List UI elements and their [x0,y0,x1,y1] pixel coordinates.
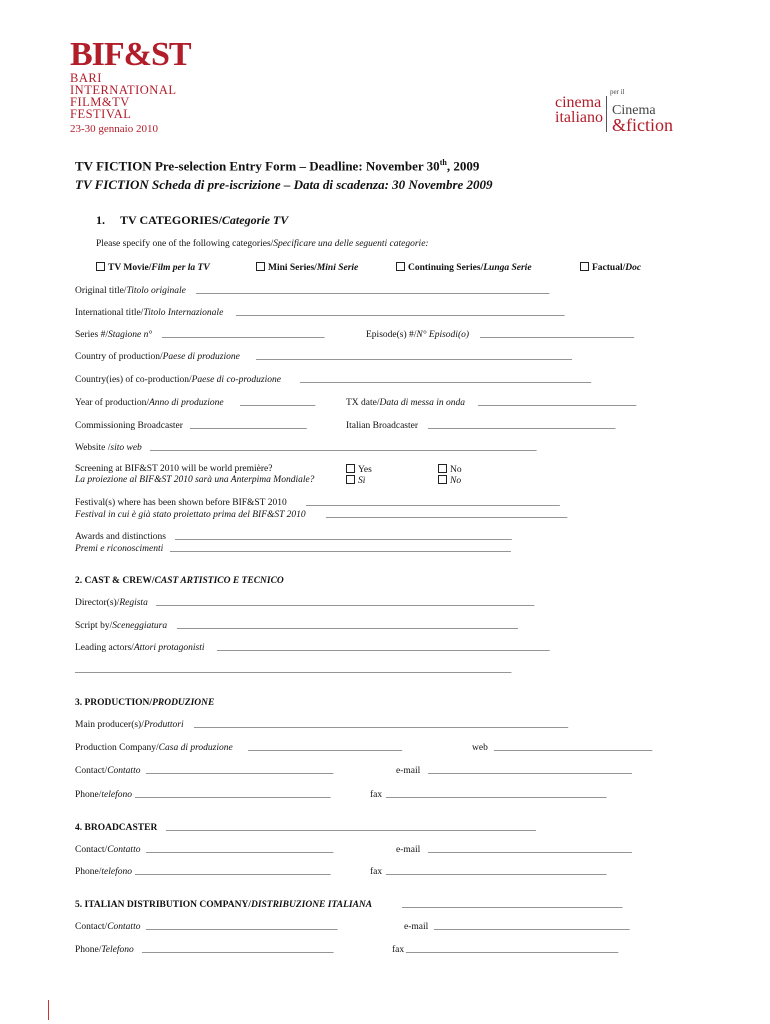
cinema-fiction-logo [612,103,673,135]
distributor-fax-label: fax [392,945,405,955]
logo-line2: INTERNATIONAL [70,83,177,97]
distributor-contact-field[interactable]: ______________________________________________ [146,922,337,932]
section4-title: 4. BROADCASTER [75,823,158,833]
fax-label: fax [370,790,383,800]
italian-broadcaster-field[interactable]: _____________________________________________ [428,421,615,431]
broadcaster-field[interactable]: _________________________________________________________________________________________ [166,823,536,833]
phone-label: Phone/telefono [75,790,132,800]
screening-question: Screening at BIF&ST 2010 will be world première? [75,464,273,474]
logo-divider [606,96,607,132]
country-coproduction-field[interactable]: ______________________________________________________________________ [300,375,591,385]
contact-field[interactable]: _____________________________________________ [146,766,333,776]
distributor-fax-field[interactable]: ___________________________________________________ [406,945,618,955]
original-title-field[interactable]: _____________________________________________________________________________________ [196,286,549,296]
festivals-label: Festival(s) where has been shown before BIF&ST 2010 [75,498,287,508]
category-continuing-series[interactable]: Continuing Series/Lunga Serie [396,262,532,273]
screening-si[interactable]: Sì [346,475,365,486]
logo-italiano: italiano [555,109,603,126]
checkbox-factual[interactable] [580,262,589,271]
contact-label: Contact/Contatto [75,766,141,776]
company-label: Production Company/Casa di produzione [75,743,233,753]
broadcaster-phone-label: Phone/telefono [75,867,132,877]
logo-per-il: per il [610,88,625,96]
page-edge-mark [48,1000,49,1020]
bifest-logo [70,38,191,135]
logo-line1: BARI [70,71,102,85]
logo-name: BIF&ST [70,36,191,73]
broadcaster-email-field[interactable]: _________________________________________________ [428,845,632,855]
web-label: web [472,743,488,753]
title-text: TV FICTION Pre-selection Entry Form – Deadline: November 30 [75,158,440,174]
international-title-field[interactable]: _______________________________________________________________________________ [236,308,564,318]
broadcaster-contact-label: Contact/Contatto [75,845,141,855]
logo-line4: FESTIVAL [70,107,132,121]
web-field[interactable]: ______________________________________ [494,743,652,753]
form-title [75,158,479,174]
broadcaster-email-label: e-mail [396,845,421,855]
section1-number: 1. [96,213,105,227]
commissioning-label: Commissioning Broadcaster [75,421,183,431]
italian-broadcaster-label: Italian Broadcaster [346,421,419,431]
tx-date-field[interactable]: ______________________________________ [478,398,636,408]
distributor-phone-label: Phone/Telefono [75,945,134,955]
producer-label: Main producer(s)/Produttori [75,720,184,730]
broadcaster-contact-field[interactable]: _____________________________________________ [146,845,333,855]
screening-no[interactable]: No [438,464,462,475]
title-year: , 2009 [446,158,480,174]
distributor-email-label: e-mail [404,922,429,932]
checkbox-si[interactable] [346,475,355,484]
phone-field[interactable]: _______________________________________________ [135,790,331,800]
festivals-label-it: Festival in cui è già stato proiettato prima del BIF&ST 2010 [75,510,306,520]
section1-title: TV CATEGORIES/Categorie TV [120,213,289,227]
broadcaster-fax-field[interactable]: _____________________________________________________ [386,867,606,877]
checkbox-mini-series[interactable] [256,262,265,271]
checkbox-tv-movie[interactable] [96,262,105,271]
logo-dates: 23-30 gennaio 2010 [70,123,158,135]
distributor-phone-field[interactable]: ______________________________________________ [142,945,333,955]
title-sup: th [439,158,447,167]
logo-line3: FILM&TV [70,95,130,109]
international-title-label: International title/Titolo Internazionale [75,308,224,318]
company-field[interactable]: _____________________________________ [248,743,402,753]
director-label: Director(s)/Regista [75,598,148,608]
country-production-field[interactable]: ____________________________________________________________________________ [256,352,572,362]
country-coproduction-label: Country(ies) of co-production/Paese di co-produzione [75,375,281,385]
category-tv-movie[interactable]: TV Movie/Film per la TV [96,262,210,273]
broadcaster-phone-field[interactable]: _______________________________________________ [135,867,331,877]
producer-field[interactable]: __________________________________________________________________________________________ [194,720,568,730]
series-label: Series #/Stagione n° [75,330,153,340]
checkbox-yes[interactable] [346,464,355,473]
actors-field-2[interactable]: _________________________________________________________________________________________________________ [75,665,511,675]
awards-field-2[interactable]: __________________________________________________________________________________ [170,544,511,554]
checkbox-no[interactable] [438,464,447,473]
section1-instruction: Please specify one of the following categories/Specificare una delle seguenti categorie: [96,239,429,249]
awards-label: Awards and distinctions [75,532,166,542]
actors-field[interactable]: ________________________________________________________________________________ [217,643,550,653]
distributor-email-field[interactable]: _______________________________________________ [434,922,630,932]
email-field[interactable]: _________________________________________________ [428,766,632,776]
director-field[interactable]: ___________________________________________________________________________________________ [156,598,534,608]
section5-title: 5. ITALIAN DISTRIBUTION COMPANY/DISTRIBUZIONE ITALIANA [75,900,373,910]
screening-question-it: La proiezione al BIF&ST 2010 sarà una Anterpima Mondiale? [75,475,315,485]
category-mini-series[interactable]: Mini Series/Mini Serie [256,262,358,273]
screening-yes[interactable]: Yes [346,464,372,475]
year-field[interactable]: __________________ [240,398,315,408]
tx-date-label: TX date/Data di messa in onda [346,398,466,408]
website-label: Website /sito web [75,443,142,453]
logo-cinema-fiction-1: Cinema [612,103,656,118]
episodes-label: Episode(s) #/N° Episodi(o) [366,330,470,340]
checkbox-no-it[interactable] [438,475,447,484]
country-production-label: Country of production/Paese di produzione [75,352,240,362]
email-label: e-mail [396,766,421,776]
festivals-field[interactable]: _____________________________________________________________ [306,498,560,508]
checkbox-continuing-series[interactable] [396,262,405,271]
distributor-contact-label: Contact/Contatto [75,922,141,932]
section2-title: 2. CAST & CREW/CAST ARTISTICO E TECNICO [75,576,284,586]
form-subtitle: TV FICTION Scheda di pre-iscrizione – Data di scadenza: 30 Novembre 2009 [75,177,493,192]
distributor-field[interactable]: _____________________________________________________ [402,900,622,910]
script-label: Script by/Sceneggiatura [75,621,168,631]
category-factual[interactable]: Factual/Doc [580,262,641,273]
actors-label: Leading actors/Attori protagonisti [75,643,205,653]
logo-cinema-fiction-2: &fiction [612,115,673,135]
logo-cinema: cinema [555,94,602,111]
screening-no-it[interactable]: No [438,475,461,486]
website-field[interactable]: _____________________________________________________________________________________________ [150,443,536,453]
awards-field[interactable]: _________________________________________________________________________________ [175,532,512,542]
script-field[interactable]: __________________________________________________________________________________ [177,621,518,631]
festivals-field-2[interactable]: __________________________________________________________ [326,510,567,520]
series-field[interactable]: _______________________________________ [162,330,324,340]
commissioning-field[interactable]: ____________________________ [190,421,307,431]
original-title-label: Original title/Titolo originale [75,286,186,296]
broadcaster-fax-label: fax [370,867,383,877]
section3-title: 3. PRODUCTION/PRODUZIONE [75,698,215,708]
awards-label-it: Premi e riconoscimenti [75,544,164,554]
year-label: Year of production/Anno di produzione [75,398,224,408]
episodes-field[interactable]: _____________________________________ [480,330,634,340]
fax-field[interactable]: _____________________________________________________ [386,790,606,800]
